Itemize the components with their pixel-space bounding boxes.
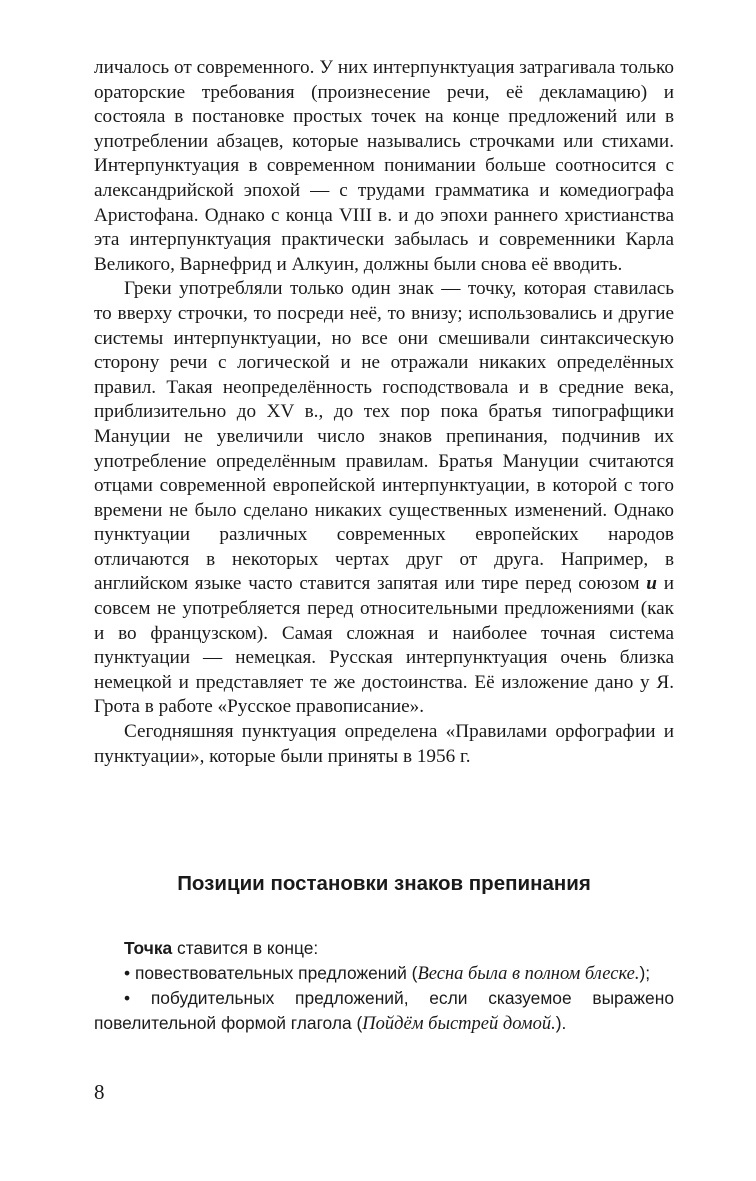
rule-item bbox=[94, 986, 674, 1036]
rule-intro bbox=[94, 936, 674, 961]
rule-term: Точка bbox=[124, 938, 173, 958]
punctuation-rules bbox=[94, 936, 674, 1036]
rule-intro-text: ставится в конце: bbox=[177, 938, 319, 958]
rule-item-close: ). bbox=[555, 1012, 567, 1033]
paragraph-modern-rules: Сегодняшняя пунктуация определена «Правилами орфографии и пунктуации», которые были приняты в 1956 г. bbox=[94, 721, 674, 767]
rule-example: Пойдём быстрей домой. bbox=[362, 1013, 556, 1034]
rule-item-text: побудительных предложений, если сказуемое выражено повелительной формой глагола ( bbox=[94, 988, 674, 1033]
page-number: 8 bbox=[94, 1080, 105, 1104]
rule-item-close: ); bbox=[639, 962, 651, 983]
paragraph-greeks-text-1: Греки употребляли только один знак — точку, которая ставилась то вверху строчки, то посреди неё, то внизу; использовались и другие системы интерпунктуации, но все они смешивали синтаксическую сторону речи с логической и не отражали никаких определённых правил. Такая неопределённость господствовала и в средние века, приблизительно до XV в., до тех пор пока братья типографщики Мануции не увеличили число знаков препинания, подчинив их употребление определённым правилам. Братья Мануции считаются отцами современной европейской интерпунктуации, в которой с того времени не было сделано никаких существенных изменений. Однако пунктуации различных современных европейских народов отличаются в некоторых чертах друг от друга. Например, в английском языке часто ставится запятая или тире перед союзом bbox=[94, 278, 674, 595]
paragraph-continuation: личалось от современного. У них интерпунктуация затрагивала только ораторские требования (произнесение речи, её декламацию) и состояла в постановке простых точек на конце предложений или в употреблении абзацев, которые назывались строчками или стихами. Интерпунктуация в современном понимании больше соотносится с александрийской эпохой — с трудами грамматика и комедиографа Аристофана. Однако с конца VIII в. и до эпохи раннего христианства эта интерпунктуация практически забылась и современники Карла Великого, Варнефрид и Алкуин, должны были снова её вводить. bbox=[94, 57, 674, 275]
rule-item bbox=[94, 961, 674, 987]
paragraph-greeks bbox=[94, 277, 674, 720]
rule-item-text: повествовательных предложений ( bbox=[134, 962, 418, 983]
paragraph-greeks-text-2: и совсем не употребляется перед относительными предложениями (как и во французском). Самая сложная и наиболее точная система пунктуации — немецкая. Русская интерпунктуация очень близка немецкой и представляет те же достоинства. Её изложение дано у Я. Грота в работе «Русское правописание». bbox=[94, 573, 675, 718]
conjunction-i: и bbox=[646, 573, 657, 595]
bullet: • bbox=[124, 988, 131, 1008]
bullet: • bbox=[124, 962, 131, 983]
rule-example: Весна была в полном блеске. bbox=[417, 963, 640, 984]
section-heading: Позиции постановки знаков препинания bbox=[177, 872, 591, 895]
body-text bbox=[94, 56, 674, 769]
